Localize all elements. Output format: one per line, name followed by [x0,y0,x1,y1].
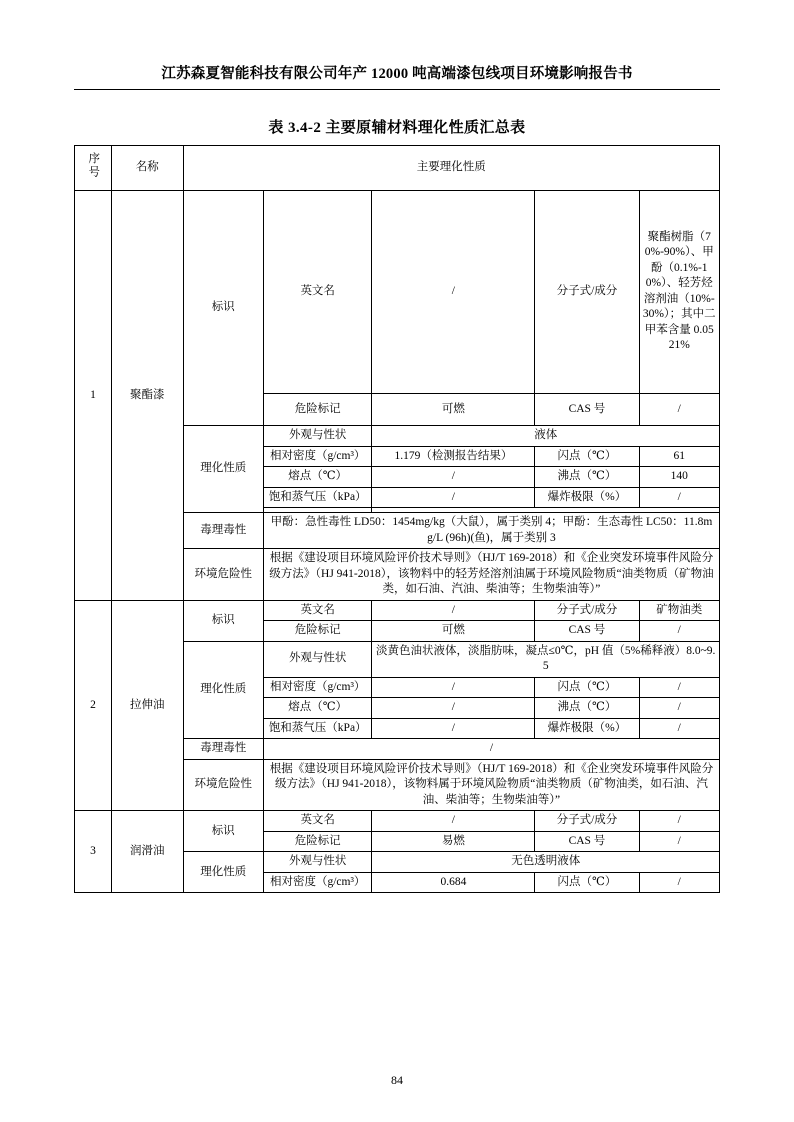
cell-label-density-1: 相对密度（g/cm³） [263,446,372,467]
cell-value-english-name-2: / [372,600,535,621]
materials-properties-table [74,145,720,893]
cell-label-formula-1: 分子式/成分 [535,191,639,394]
table-row [75,191,720,394]
cell-value-boiling-point-1: 140 [639,467,719,488]
cell-label-flash-point-1: 闪点（℃） [535,446,639,467]
cell-group-identification-1: 标识 [183,191,263,426]
cell-value-density-1: 1.179（检测报告结果） [372,446,535,467]
cell-value-cas-3: / [639,831,719,852]
cell-value-toxicity-2: / [263,739,719,760]
cell-value-toxicity-1: 甲酚：急性毒性 LD50：1454mg/kg（大鼠），属于类别 4；甲酚：生态毒性 LC50：11.8mg/L (96h)(鱼)，属于类别 3 [263,513,719,549]
page-header-title: 江苏森夏智能科技有限公司年产 12000 吨高端漆包线项目环境影响报告书 [161,66,633,82]
cell-label-appearance-3: 外观与性状 [263,852,372,873]
cell-value-hazard-mark-3: 易燃 [372,831,535,852]
cell-label-explosion-limit-2: 爆炸极限（%） [535,718,639,739]
cell-label-hazard-mark-2: 危险标记 [263,621,372,642]
header-cell-name: 名称 [111,146,183,191]
cell-label-density-2: 相对密度（g/cm³） [263,677,372,698]
cell-value-flash-point-2: / [639,677,719,698]
cell-group-identification-3: 标识 [183,811,263,852]
cell-label-boiling-point-2: 沸点（℃） [535,698,639,719]
page-number: 84 [391,1073,403,1087]
cell-label-english-name-2: 英文名 [263,600,372,621]
cell-seq-1: 1 [75,191,112,601]
cell-group-toxicity-1: 毒理毒性 [183,513,263,549]
cell-name-3: 润滑油 [111,811,183,893]
cell-value-hazard-mark-2: 可燃 [372,621,535,642]
cell-label-formula-2: 分子式/成分 [535,600,639,621]
cell-value-english-name-3: / [372,811,535,832]
cell-group-identification-2: 标识 [183,600,263,641]
cell-label-cas-1: CAS 号 [535,393,639,425]
cell-value-env-risk-2: 根据《建设项目环境风险评价技术导则》（HJ/T 169-2018）和《企业突发环境事件风险分级方法》（HJ 941-2018），该物料属于环境风险物质“油类物质（矿物油类，如石油、汽油、柴油等；生物柴油等）” [263,759,719,811]
cell-value-explosion-limit-1: / [639,487,719,508]
cell-label-melting-point-1: 熔点（℃） [263,467,372,488]
cell-value-appearance-3: 无色透明液体 [372,852,720,873]
cell-label-cas-3: CAS 号 [535,831,639,852]
table-row [75,811,720,832]
cell-value-cas-2: / [639,621,719,642]
cell-label-cas-2: CAS 号 [535,621,639,642]
cell-seq-3: 3 [75,811,112,893]
cell-value-appearance-2: 淡黄色油状液体，淡脂肪味，凝点≤0℃，pH 值（5%稀释液）8.0~9.5 [372,641,720,677]
cell-label-flash-point-3: 闪点（℃） [535,872,639,893]
cell-label-melting-point-2: 熔点（℃） [263,698,372,719]
cell-value-formula-3: / [639,811,719,832]
cell-group-physchem-2: 理化性质 [183,641,263,739]
cell-label-formula-3: 分子式/成分 [535,811,639,832]
cell-group-env-risk-2: 环境危险性 [183,759,263,811]
cell-value-explosion-limit-2: / [639,718,719,739]
header-divider [74,89,720,90]
cell-label-boiling-point-1: 沸点（℃） [535,467,639,488]
cell-value-melting-point-1: / [372,467,535,488]
cell-label-flash-point-2: 闪点（℃） [535,677,639,698]
header-cell-props: 主要理化性质 [183,146,719,191]
cell-value-hazard-mark-1: 可燃 [372,393,535,425]
table-header-row [75,146,720,191]
cell-value-english-name-1: / [372,191,535,394]
cell-label-appearance-2: 外观与性状 [263,641,372,677]
cell-value-boiling-point-2: / [639,698,719,719]
cell-label-english-name-3: 英文名 [263,811,372,832]
cell-value-env-risk-1: 根据《建设项目环境风险评价技术导则》（HJ/T 169-2018）和《企业突发环境事件风险分级方法》（HJ 941-2018），该物料中的轻芳烃溶剂油属于环境风险物质“油类物质（矿物油类，如石油、汽油、柴油等；生物柴油等）” [263,549,719,601]
cell-label-english-name-1: 英文名 [263,191,372,394]
cell-label-density-3: 相对密度（g/cm³） [263,872,372,893]
cell-value-formula-2: 矿物油类 [639,600,719,621]
cell-value-vapor-pressure-1: / [372,487,535,508]
cell-value-density-3: 0.684 [372,872,535,893]
cell-value-density-2: / [372,677,535,698]
cell-value-appearance-1: 液体 [372,426,720,447]
cell-group-env-risk-1: 环境危险性 [183,549,263,601]
cell-seq-2: 2 [75,600,112,811]
table-row [75,600,720,621]
cell-name-2: 拉伸油 [111,600,183,811]
header-cell-seq: 序号 [75,146,112,191]
cell-value-vapor-pressure-2: / [372,718,535,739]
cell-value-cas-1: / [639,393,719,425]
cell-label-hazard-mark-1: 危险标记 [263,393,372,425]
cell-group-toxicity-2: 毒理毒性 [183,739,263,760]
cell-group-physchem-1: 理化性质 [183,426,263,513]
cell-value-flash-point-3: / [639,872,719,893]
cell-label-hazard-mark-3: 危险标记 [263,831,372,852]
table-caption: 表 3.4-2 主要原辅材料理化性质汇总表 [268,120,526,136]
cell-label-vapor-pressure-2: 饱和蒸气压（kPa） [263,718,372,739]
cell-label-vapor-pressure-1: 饱和蒸气压（kPa） [263,487,372,508]
cell-name-1: 聚酯漆 [111,191,183,601]
cell-value-formula-1: 聚酯树脂（70%-90%）、甲酚（0.1%-10%）、轻芳烃溶剂油（10%-30%）；其中二甲苯含量 0.0521% [639,191,719,394]
cell-group-physchem-3: 理化性质 [183,852,263,893]
cell-value-melting-point-2: / [372,698,535,719]
cell-label-appearance-1: 外观与性状 [263,426,372,447]
cell-label-explosion-limit-1: 爆炸极限（%） [535,487,639,508]
cell-value-flash-point-1: 61 [639,446,719,467]
